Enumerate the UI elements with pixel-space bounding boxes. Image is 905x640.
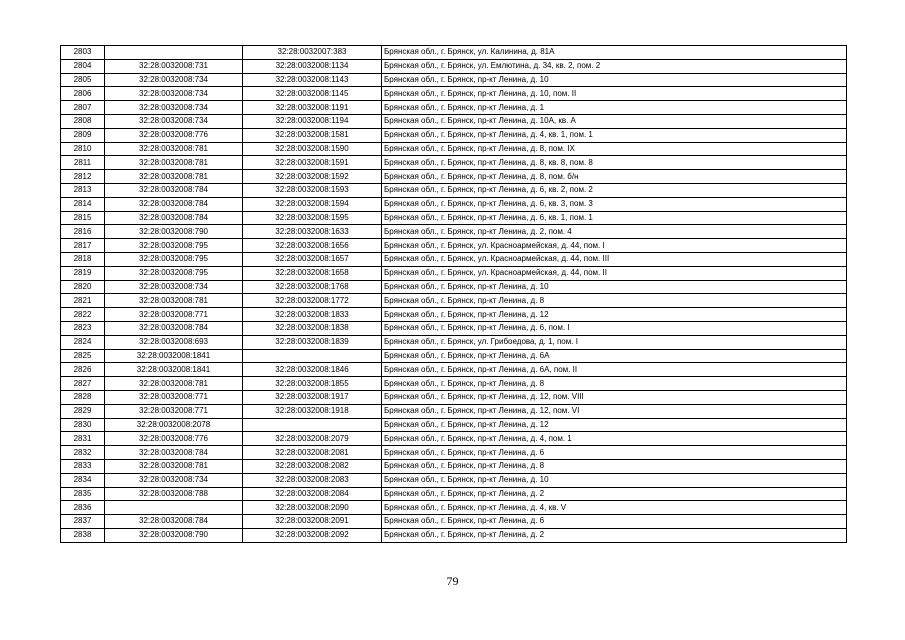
table-row [61,515,847,529]
row-number-cell: 2820 [61,280,105,294]
parent-cadastral-number-cell: 32:28:0032008:784 [105,446,243,460]
table-row [61,266,847,280]
row-number-cell: 2828 [61,390,105,404]
row-number-cell: 2832 [61,446,105,460]
registry-table-body [61,46,847,543]
parent-cadastral-number-cell: 32:28:0032008:781 [105,377,243,391]
address-cell: Брянская обл., г. Брянск, ул. Красноармейская, д. 44, пом. III [382,252,847,266]
parent-cadastral-number-cell: 32:28:0032008:734 [105,87,243,101]
row-number-cell: 2817 [61,239,105,253]
parent-cadastral-number-cell: 32:28:0032008:781 [105,294,243,308]
row-number-cell: 2811 [61,156,105,170]
table-row [61,528,847,542]
cadastral-number-cell: 32:28:0032008:1145 [243,87,382,101]
table-row [61,197,847,211]
cadastral-number-cell: 32:28:0032008:1656 [243,239,382,253]
cadastral-number-cell: 32:28:0032008:1768 [243,280,382,294]
cadastral-number-cell: 32:28:0032008:1633 [243,225,382,239]
row-number-cell: 2821 [61,294,105,308]
table-row [61,335,847,349]
row-number-cell: 2833 [61,459,105,473]
cadastral-number-cell: 32:28:0032008:1838 [243,321,382,335]
table-row [61,183,847,197]
address-cell: Брянская обл., г. Брянск, пр-кт Ленина, д. 8, кв. 8, пом. 8 [382,156,847,170]
table-row [61,280,847,294]
table-row [61,294,847,308]
row-number-cell: 2810 [61,142,105,156]
row-number-cell: 2826 [61,363,105,377]
row-number-cell: 2838 [61,528,105,542]
address-cell: Брянская обл., г. Брянск, пр-кт Ленина, д. 12, пом. VIII [382,390,847,404]
address-cell: Брянская обл., г. Брянск, пр-кт Ленина, д. 4, кв. 1, пом. 1 [382,128,847,142]
parent-cadastral-number-cell: 32:28:0032008:790 [105,528,243,542]
row-number-cell: 2813 [61,183,105,197]
cadastral-number-cell: 32:28:0032008:1918 [243,404,382,418]
cadastral-number-cell: 32:28:0032008:1134 [243,59,382,73]
parent-cadastral-number-cell: 32:28:0032008:693 [105,335,243,349]
cadastral-number-cell: 32:28:0032008:2081 [243,446,382,460]
address-cell: Брянская обл., г. Брянск, пр-кт Ленина, д. 12 [382,308,847,322]
address-cell: Брянская обл., г. Брянск, пр-кт Ленина, д. 8 [382,377,847,391]
address-cell: Брянская обл., г. Брянск, пр-кт Ленина, д. 4, пом. 1 [382,432,847,446]
address-cell: Брянская обл., г. Брянск, ул. Красноармейская, д. 44, пом. II [382,266,847,280]
parent-cadastral-number-cell [105,501,243,515]
row-number-cell: 2836 [61,501,105,515]
table-row [61,46,847,60]
parent-cadastral-number-cell: 32:28:0032008:734 [105,114,243,128]
cadastral-number-cell: 32:28:0032008:1657 [243,252,382,266]
address-cell: Брянская обл., г. Брянск, пр-кт Ленина, д. 10А, кв. А [382,114,847,128]
cadastral-number-cell: 32:28:0032008:1143 [243,73,382,87]
parent-cadastral-number-cell: 32:28:0032008:1841 [105,363,243,377]
address-cell: Брянская обл., г. Брянск, пр-кт Ленина, д. 2 [382,528,847,542]
parent-cadastral-number-cell: 32:28:0032008:734 [105,101,243,115]
table-row [61,252,847,266]
address-cell: Брянская обл., г. Брянск, пр-кт Ленина, д. 6, кв. 3, пом. 3 [382,197,847,211]
row-number-cell: 2812 [61,170,105,184]
address-cell: Брянская обл., г. Брянск, пр-кт Ленина, д. 2, пом. 4 [382,225,847,239]
table-row [61,349,847,363]
cadastral-number-cell: 32:28:0032008:1581 [243,128,382,142]
table-row [61,446,847,460]
cadastral-number-cell: 32:28:0032008:1917 [243,390,382,404]
cadastral-number-cell: 32:28:0032008:1191 [243,101,382,115]
row-number-cell: 2831 [61,432,105,446]
cadastral-number-cell: 32:28:0032008:2079 [243,432,382,446]
parent-cadastral-number-cell: 32:28:0032008:784 [105,321,243,335]
table-row [61,73,847,87]
parent-cadastral-number-cell: 32:28:0032008:771 [105,308,243,322]
address-cell: Брянская обл., г. Брянск, пр-кт Ленина, д. 2 [382,487,847,501]
cadastral-number-cell: 32:28:0032008:1846 [243,363,382,377]
row-number-cell: 2824 [61,335,105,349]
parent-cadastral-number-cell: 32:28:0032008:788 [105,487,243,501]
parent-cadastral-number-cell: 32:28:0032008:734 [105,280,243,294]
cadastral-number-cell: 32:28:0032008:1839 [243,335,382,349]
cadastral-number-cell: 32:28:0032008:1855 [243,377,382,391]
cadastral-number-cell: 32:28:0032008:1591 [243,156,382,170]
row-number-cell: 2829 [61,404,105,418]
address-cell: Брянская обл., г. Брянск, пр-кт Ленина, д. 10 [382,473,847,487]
parent-cadastral-number-cell: 32:28:0032008:731 [105,59,243,73]
address-cell: Брянская обл., г. Брянск, пр-кт Ленина, д. 10 [382,73,847,87]
cadastral-number-cell: 32:28:0032008:1590 [243,142,382,156]
address-cell: Брянская обл., г. Брянск, пр-кт Ленина, д. 8 [382,459,847,473]
row-number-cell: 2835 [61,487,105,501]
parent-cadastral-number-cell: 32:28:0032008:734 [105,73,243,87]
table-row [61,473,847,487]
table-row [61,239,847,253]
table-row [61,459,847,473]
parent-cadastral-number-cell: 32:28:0032008:2078 [105,418,243,432]
cadastral-number-cell [243,349,382,363]
parent-cadastral-number-cell: 32:28:0032008:784 [105,197,243,211]
page-number: 79 [446,574,459,588]
parent-cadastral-number-cell: 32:28:0032008:790 [105,225,243,239]
row-number-cell: 2814 [61,197,105,211]
table-row [61,432,847,446]
address-cell: Брянская обл., г. Брянск, пр-кт Ленина, д. 8, пом. б/н [382,170,847,184]
cadastral-number-cell: 32:28:0032007:383 [243,46,382,60]
parent-cadastral-number-cell: 32:28:0032008:776 [105,128,243,142]
cadastral-number-cell: 32:28:0032008:1593 [243,183,382,197]
parent-cadastral-number-cell: 32:28:0032008:771 [105,404,243,418]
registry-table [60,45,847,543]
address-cell: Брянская обл., г. Брянск, пр-кт Ленина, д. 6А, пом. II [382,363,847,377]
address-cell: Брянская обл., г. Брянск, ул. Красноармейская, д. 44, пом. I [382,239,847,253]
table-row [61,377,847,391]
table-row [61,363,847,377]
address-cell: Брянская обл., г. Брянск, пр-кт Ленина, д. 6, кв. 2, пом. 2 [382,183,847,197]
table-row [61,170,847,184]
row-number-cell: 2823 [61,321,105,335]
table-row [61,128,847,142]
address-cell: Брянская обл., г. Брянск, пр-кт Ленина, д. 10 [382,280,847,294]
row-number-cell: 2822 [61,308,105,322]
address-cell: Брянская обл., г. Брянск, ул. Калинина, д. 81А [382,46,847,60]
cadastral-number-cell [243,418,382,432]
parent-cadastral-number-cell: 32:28:0032008:734 [105,473,243,487]
table-row [61,87,847,101]
parent-cadastral-number-cell: 32:28:0032008:1841 [105,349,243,363]
address-cell: Брянская обл., г. Брянск, пр-кт Ленина, д. 6А [382,349,847,363]
cadastral-number-cell: 32:28:0032008:1833 [243,308,382,322]
row-number-cell: 2805 [61,73,105,87]
table-row [61,59,847,73]
parent-cadastral-number-cell: 32:28:0032008:784 [105,211,243,225]
table-row [61,114,847,128]
cadastral-number-cell: 32:28:0032008:1194 [243,114,382,128]
row-number-cell: 2803 [61,46,105,60]
table-row [61,321,847,335]
table-row [61,225,847,239]
address-cell: Брянская обл., г. Брянск, пр-кт Ленина, д. 6, кв. 1, пом. 1 [382,211,847,225]
cadastral-number-cell: 32:28:0032008:2084 [243,487,382,501]
address-cell: Брянская обл., г. Брянск, пр-кт Ленина, д. 6 [382,515,847,529]
cadastral-number-cell: 32:28:0032008:1772 [243,294,382,308]
parent-cadastral-number-cell: 32:28:0032008:781 [105,459,243,473]
parent-cadastral-number-cell [105,46,243,60]
parent-cadastral-number-cell: 32:28:0032008:784 [105,515,243,529]
row-number-cell: 2834 [61,473,105,487]
parent-cadastral-number-cell: 32:28:0032008:771 [105,390,243,404]
parent-cadastral-number-cell: 32:28:0032008:795 [105,252,243,266]
cadastral-number-cell: 32:28:0032008:2083 [243,473,382,487]
table-row [61,101,847,115]
parent-cadastral-number-cell: 32:28:0032008:781 [105,170,243,184]
cadastral-number-cell: 32:28:0032008:1595 [243,211,382,225]
address-cell: Брянская обл., г. Брянск, пр-кт Ленина, д. 8 [382,294,847,308]
table-row [61,501,847,515]
address-cell: Брянская обл., г. Брянск, пр-кт Ленина, д. 12 [382,418,847,432]
parent-cadastral-number-cell: 32:28:0032008:781 [105,142,243,156]
row-number-cell: 2808 [61,114,105,128]
table-row [61,308,847,322]
parent-cadastral-number-cell: 32:28:0032008:784 [105,183,243,197]
cadastral-number-cell: 32:28:0032008:2082 [243,459,382,473]
address-cell: Брянская обл., г. Брянск, ул. Емлютина, д. 34, кв. 2, пом. 2 [382,59,847,73]
row-number-cell: 2815 [61,211,105,225]
row-number-cell: 2825 [61,349,105,363]
cadastral-number-cell: 32:28:0032008:2092 [243,528,382,542]
cadastral-number-cell: 32:28:0032008:1658 [243,266,382,280]
cadastral-number-cell: 32:28:0032008:2091 [243,515,382,529]
row-number-cell: 2809 [61,128,105,142]
table-row [61,404,847,418]
row-number-cell: 2830 [61,418,105,432]
address-cell: Брянская обл., г. Брянск, пр-кт Ленина, д. 10, пом. II [382,87,847,101]
table-row [61,487,847,501]
table-row [61,156,847,170]
address-cell: Брянская обл., г. Брянск, пр-кт Ленина, д. 1 [382,101,847,115]
parent-cadastral-number-cell: 32:28:0032008:776 [105,432,243,446]
table-row [61,211,847,225]
row-number-cell: 2816 [61,225,105,239]
row-number-cell: 2827 [61,377,105,391]
table-row [61,390,847,404]
address-cell: Брянская обл., г. Брянск, ул. Грибоедова, д. 1, пом. I [382,335,847,349]
row-number-cell: 2837 [61,515,105,529]
row-number-cell: 2818 [61,252,105,266]
row-number-cell: 2804 [61,59,105,73]
parent-cadastral-number-cell: 32:28:0032008:781 [105,156,243,170]
row-number-cell: 2806 [61,87,105,101]
address-cell: Брянская обл., г. Брянск, пр-кт Ленина, д. 6 [382,446,847,460]
cadastral-number-cell: 32:28:0032008:2090 [243,501,382,515]
address-cell: Брянская обл., г. Брянск, пр-кт Ленина, д. 8, пом. IX [382,142,847,156]
cadastral-number-cell: 32:28:0032008:1592 [243,170,382,184]
address-cell: Брянская обл., г. Брянск, пр-кт Ленина, д. 6, пом. I [382,321,847,335]
row-number-cell: 2819 [61,266,105,280]
cadastral-number-cell: 32:28:0032008:1594 [243,197,382,211]
address-cell: Брянская обл., г. Брянск, пр-кт Ленина, д. 4, кв. V [382,501,847,515]
table-row [61,142,847,156]
parent-cadastral-number-cell: 32:28:0032008:795 [105,239,243,253]
address-cell: Брянская обл., г. Брянск, пр-кт Ленина, д. 12, пом. VI [382,404,847,418]
parent-cadastral-number-cell: 32:28:0032008:795 [105,266,243,280]
table-row [61,418,847,432]
row-number-cell: 2807 [61,101,105,115]
